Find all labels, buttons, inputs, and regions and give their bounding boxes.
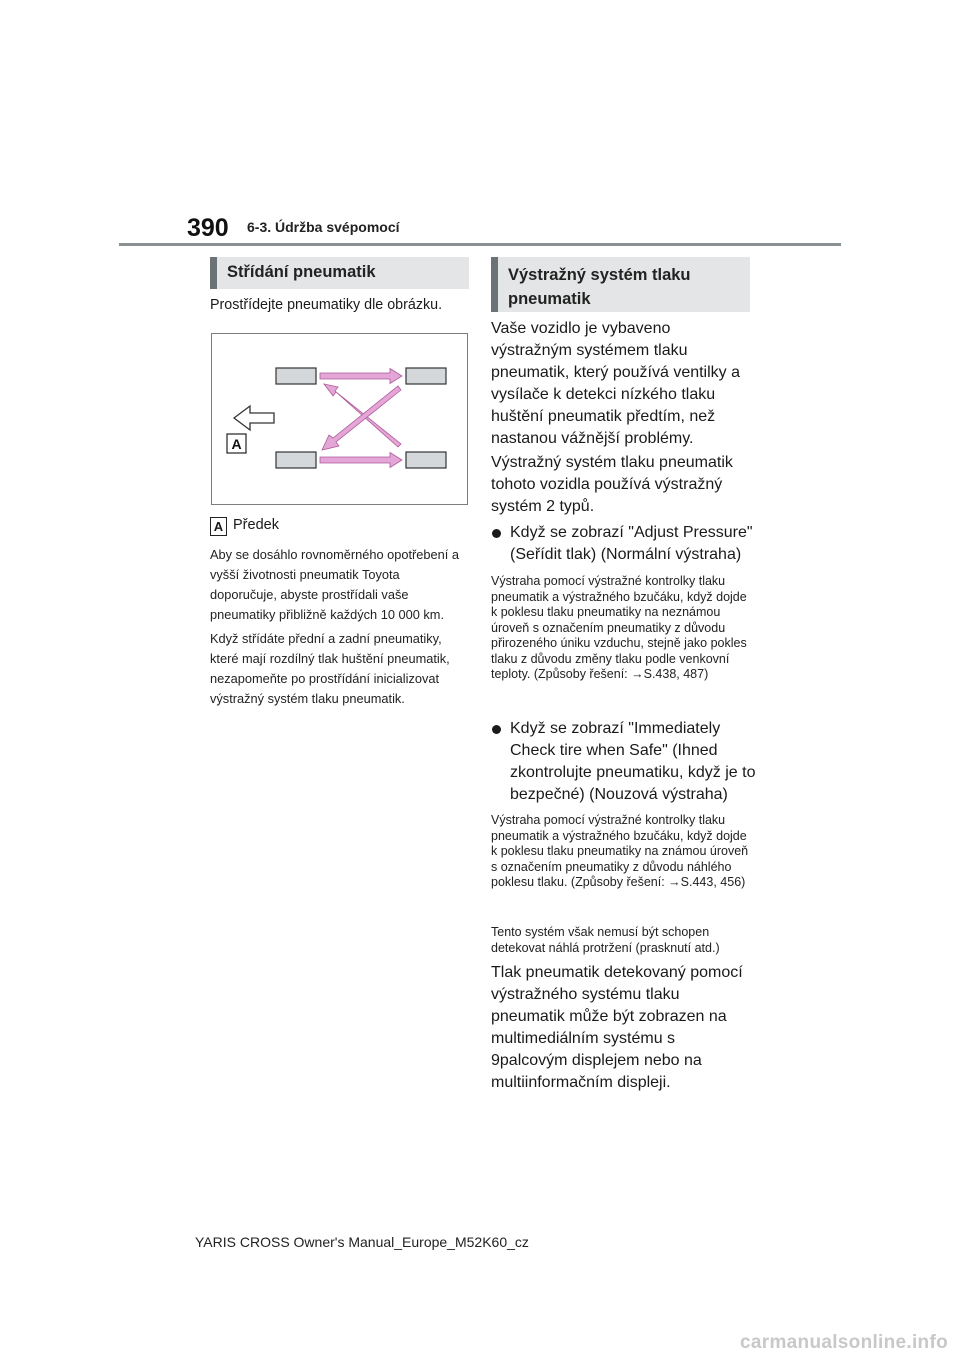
note-emergency-warning: Výstraha pomocí výstražné kontrolky tlaku pneumatik a výstražného bzučáku, když dojde k poklesu tlaku pneumatiky na známou úroveň s označením pneumatiky z důvodu náhlého poklesu tlaku. (Způsoby řešení: →S.443, 456): [491, 813, 749, 889]
front-direction-arrow-icon: [234, 406, 274, 430]
front-legend: [210, 515, 279, 536]
arrow-diagonal-down-icon: [322, 386, 401, 450]
watermark: carmanualsonline.info: [740, 1332, 948, 1353]
header-rule: [119, 243, 841, 246]
tire-rear-right: [406, 452, 446, 468]
tpms-intro: Vaše vozidlo je vybaveno výstražným systémem tlaku pneumatik, který používá ventilky a vysílače k detekci nízkého tlaku huštění pneumatik předtím, než nastanou vážnější problémy.: [491, 320, 741, 447]
bullet-text: Když se zobrazí "Immediately Check tire when Safe" (Ihned zkontrolujte pneumatiku, když je to bezpečné) (Nouzová výstraha): [510, 720, 756, 803]
footer-manual-id: YARIS CROSS Owner's Manual_Europe_M52K60_cz: [195, 1234, 529, 1250]
tire-rotation-heading: Střídání pneumatik: [210, 257, 469, 289]
arrow-front-across-icon: [320, 369, 402, 384]
tpms-display-info: Tlak pneumatik detekovaný pomocí výstražného systému tlaku pneumatik může být zobrazen na multimediálním systému s 9palcovým displejem nebo na multiinformačním displeji.: [491, 964, 743, 1091]
bullet-immediately-check: [492, 718, 757, 806]
bullet-text: Když se zobrazí "Adjust Pressure" (Seřídit tlak) (Normální výstraha): [510, 524, 753, 563]
tire-front-left: [276, 368, 316, 384]
section-title: 6-3. Údržba svépomocí: [247, 219, 400, 235]
page-number: 390: [187, 214, 229, 242]
tpms-types: Výstražný systém tlaku pneumatik tohoto vozidla používá výstražný systém 2 typů.: [491, 454, 733, 515]
bullet-icon: [492, 725, 501, 734]
rotation-intro: Prostřídejte pneumatiky dle obrázku.: [210, 297, 443, 313]
tire-front-right: [406, 368, 446, 384]
tire-rear-left: [276, 452, 316, 468]
bullet-icon: [492, 529, 501, 538]
label-a: A: [231, 436, 242, 452]
rotation-diagram: [211, 333, 468, 505]
arrow-rear-across-icon: [320, 453, 402, 468]
legend-marker: A: [210, 517, 227, 536]
rotation-paragraph-2: Když střídáte přední a zadní pneumatiky, které mají rozdílný tlak huštění pneumatik, nezapomeňte po prostřídání inicializovat výstražný systém tlaku pneumatik.: [210, 631, 450, 706]
rotation-paragraph-1: Aby se dosáhlo rovnoměrného opotřebení a vyšší životnosti pneumatik Toyota doporučuje, abyste prostřídali vaše pneumatiky přibližně každých 10 000 km.: [210, 547, 459, 622]
bullet-adjust-pressure: [492, 522, 757, 566]
note-limitation: Tento systém však nemusí být schopen detekovat náhlá protržení (prasknutí atd.): [491, 925, 720, 955]
note-normal-warning: Výstraha pomocí výstražné kontrolky tlaku pneumatik a výstražného bzučáku, když dojde k poklesu tlaku pneumatiky na neznámou úroveň s označením pneumatiky z důvodu přirozeného úniku vzduchu, stejně jako pokles tlaku z důvodu změny tlaku podle venkovní teploty. (Způsoby řešení: →S.438, 487): [491, 574, 747, 681]
rotation-diagram-svg: [212, 334, 467, 504]
legend-text: Předek: [233, 517, 279, 533]
tpms-heading: Výstražný systém tlaku pneumatik: [491, 257, 750, 312]
